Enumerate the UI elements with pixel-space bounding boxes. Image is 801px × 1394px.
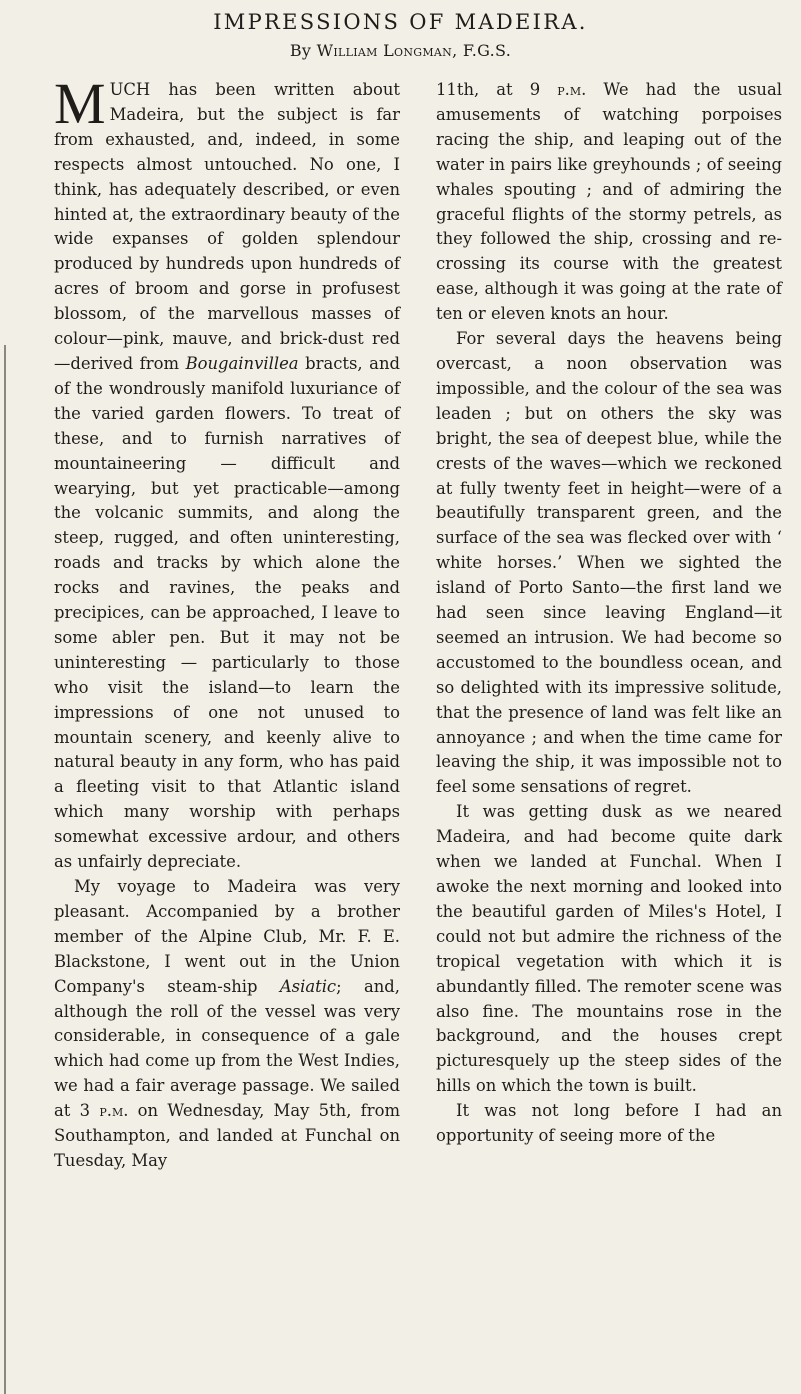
paragraph-text: My voyage to Madeira was very pleasant. Accompanied by a brother member of the Alpine Club, Mr. F. E. Blackstone, I went out in the Union Company's steam-ship — [54, 877, 400, 996]
page-edge-shadow — [4, 345, 6, 1394]
time-marker: p.m. — [557, 80, 587, 99]
author-name: William Longman — [316, 41, 453, 60]
paragraph-text: UCH has been written about Madeira, but the subject is far from exhausted, and, indeed, in some respects almost untouched. No one, I think, has adequately described, or even hinted at, the extraordinary beauty of the wide expanses of golden splendour produced by hundreds upon hundreds of acres of broom and gorse in profusest blossom, of the marvellous masses of colour—pink, mauve, and brick-dust red—derived from — [54, 80, 400, 373]
byline — [0, 41, 801, 60]
paragraph: It was not long before I had an opportunity of seeing more of the — [436, 1101, 782, 1146]
article-title: IMPRESSIONS OF MADEIRA. — [213, 10, 588, 34]
paragraph-text: We had the usual amusements of watching porpoises racing the ship, and leaping out of the water in pairs like greyhounds ; of seeing whales spouting ; and of admiring the graceful flights of the stormy petrels, as they followed the ship, crossing and re-crossing its course with the greatest ease, although it was going at the rate of ten or eleven knots an hour. — [436, 80, 782, 324]
drop-cap: M — [54, 71, 106, 136]
paragraph-text: bracts, and of the wondrously manifold luxuriance of the varied garden flowers. To treat of these, and to furnish narratives of mountaineering — difficult and wearying, but yet practicable—among the volcanic summits, and along the steep, rugged, and often uninteresting, roads and tracks by which alone the rocks and ravines, the peaks and precipices, can be approached, I leave to some abler pen. But it may not be uninteresting — particularly to those who visit the island—to learn the impressions of one not unused to mountain scenery, and keenly alive to natural beauty in any form, who has paid a fleeting visit to that Atlantic island which many worship with perhaps somewhat excessive ardour, and others as unfairly depreciate. — [54, 353, 400, 872]
right-column — [436, 78, 782, 1149]
time-marker: p.m. — [99, 1101, 129, 1121]
byline-suffix: , F.G.S. — [452, 41, 512, 60]
paragraph-text: ; and, although the roll of the vessel was very considerable, in consequence of a gale which had come up from the West Indies, we had a fair average passage. We sailed at 3 — [54, 976, 400, 1121]
byline-prefix: By — [289, 41, 317, 60]
ship-name: Asiatic — [279, 976, 337, 996]
paragraph — [54, 875, 400, 1174]
italic-text: Bougainvillea — [185, 353, 299, 373]
paragraph-text: on Wednesday, May 5th, from Southampton, and landed at Funchal on Tuesday, May — [54, 1101, 400, 1170]
paragraph-text: 11th, at 9 — [436, 80, 558, 99]
left-column — [54, 71, 400, 1174]
paragraph — [54, 71, 400, 875]
paragraph: It was getting dusk as we neared Madeira, and had become quite dark when we landed at Funchal. When I awoke the next morning and looked into the beautiful garden of Miles's Hotel, I could not but admire the richness of the tropical vegetation with which it is abundantly filled. The remoter scene was also fine. The mountains rose in the background, and the houses crept picturesquely up the steep sides of the hills on which the town is built. — [436, 802, 782, 1096]
paragraph: For several days the heavens being overcast, a noon observation was impossible, and the colour of the sea was leaden ; but on others the sky was bright, the sea of deepest blue, while the crests of the waves—which we reckoned at fully twenty feet in height—were of a beautifully transparent green, and the surface of the sea was flecked over with ‘ white horses.’ When we sighted the island of Porto Santo—the first land we had seen since leaving England—it seemed an intrusion. We had become so accustomed to the boundless ocean, and so delighted with its impressive solitude, that the presence of land was felt like an annoyance ; and when the time came for leaving the ship, it was impossible not to feel some sensations of regret. — [436, 329, 782, 797]
paragraph — [436, 78, 782, 327]
